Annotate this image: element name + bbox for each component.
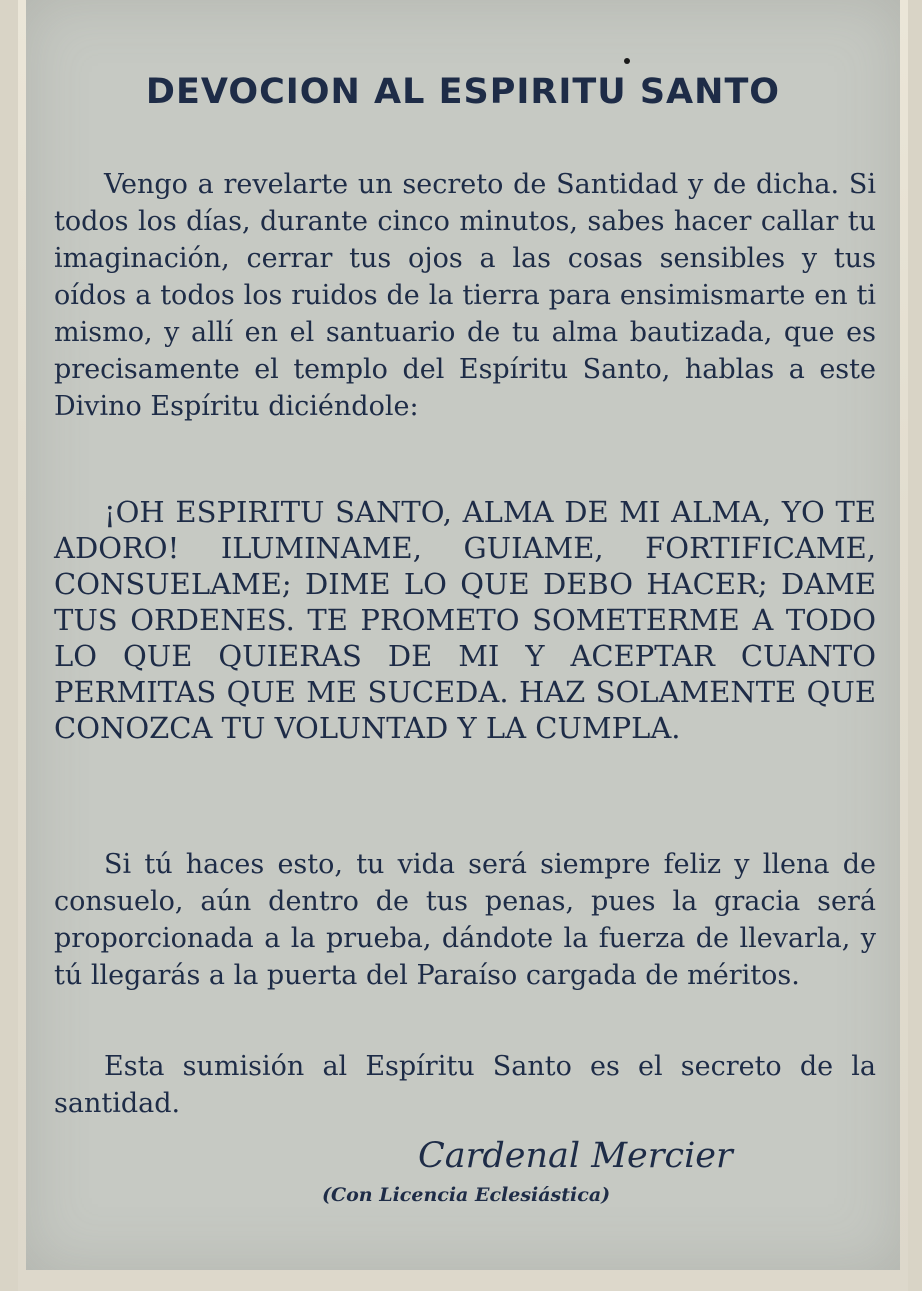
intro-paragraph: Vengo a revelarte un secreto de Santidad y de dicha. Si todos los días, durante cinco minutos, sabes hacer callar tu imaginación, cerrar tus ojos a las cosas sensibles y tus oídos a todos los ruidos de la tierra para ensimismarte en ti mismo, y allí en el santuario de tu alma bautizada, que es precisamente el templo del Espíritu Santo, hablas a este Divino Espíritu diciéndole: [54, 169, 876, 422]
author-signature: Cardenal Mercier [418, 1136, 733, 1176]
document-title: DEVOCION AL ESPIRITU SANTO [145, 72, 781, 112]
ecclesiastical-license: (Con Licencia Eclesiástica) [322, 1184, 611, 1206]
printed-sheet [26, 0, 900, 1270]
prayer-text: ¡OH ESPIRITU SANTO, ALMA DE MI ALMA, YO TE ADORO! ILUMINAME, GUIAME, FORTIFICAME, CONSUELAME; DIME LO QUE DEBO HACER; DAME TUS ORDENES. TE PROMETO SOMETERME A TODO LO QUE QUIERAS DE MI Y ACEPTAR CUANTO PERMITAS QUE ME SUCEDA. HAZ SOLAMENTE QUE CONOZCA TU VOLUNTAD Y LA CUMPLA. [54, 495, 876, 745]
promise-paragraph: Si tú haces esto, tu vida será siempre feliz y llena de consuelo, aún dentro de tus penas, pues la gracia será proporcionada a la prueba, dándote la fuerza de llevarla, y tú llegarás a la puerta del Paraíso cargada de méritos. [54, 849, 876, 991]
closing-paragraph: Esta sumisión al Espíritu Santo es el secreto de la santidad. [54, 1051, 876, 1119]
prayer-card [18, 0, 908, 1291]
ink-speck [624, 58, 630, 64]
